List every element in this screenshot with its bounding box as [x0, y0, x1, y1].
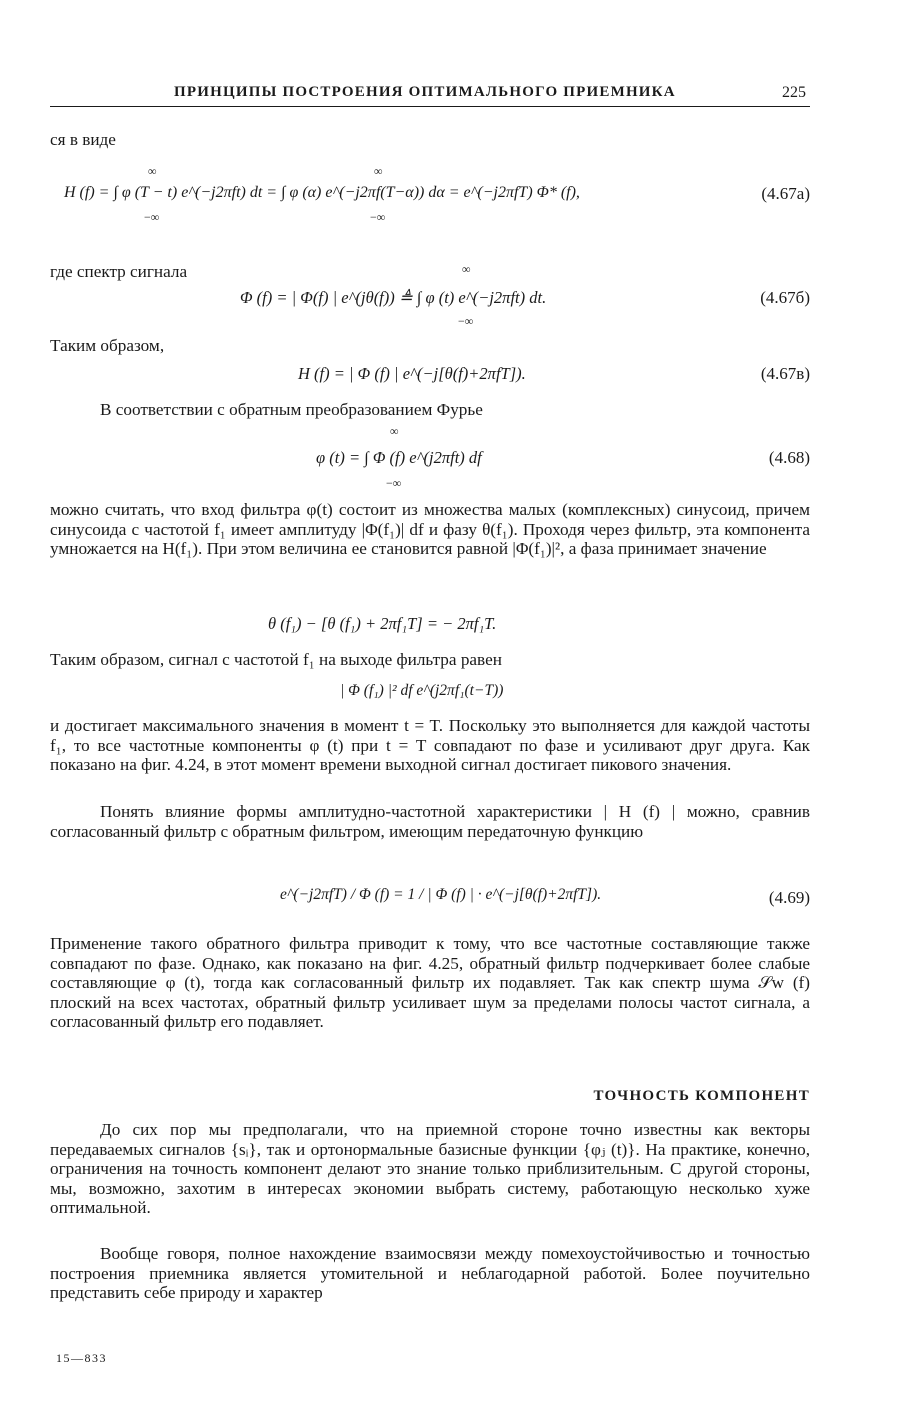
- paragraph-7: Понять влияние формы амплитудно-частотной характеристики | H (f) | можно, сравнив согласованный фильтр с обратным фильтром, имеющим передаточную функцию: [50, 802, 810, 841]
- running-header: [50, 84, 810, 107]
- lower-limit: −∞: [458, 314, 474, 328]
- paragraph-3: В соответствии с обратным преобразованием Фурье: [100, 400, 483, 419]
- equation-4-67b-text: Φ (f) = | Φ(f) | e^(jθ(f)) ≜ ∫ φ (t) e^(−j2πft) dt.: [240, 288, 547, 307]
- paragraph-1: где спектр сигнала: [50, 262, 188, 281]
- page-number: 225: [782, 84, 806, 101]
- upper-limit: ∞: [374, 164, 383, 178]
- lower-limit: −∞: [370, 210, 386, 224]
- paragraph-9: До сих пор мы предполагали, что на приемной стороне точно известны как векторы передаваемых сигналов {sᵢ}, так и ортонормальные базисные функции {φⱼ (t)}. На практике, конечно, ограничения на точность компонент делают это знание только приблизительным. С другой стороны, мы, возможно, захотим в интересах экономии выбрать систему, работающую несколько хуже оптимальной.: [50, 1120, 810, 1218]
- equation-4-67a: [64, 164, 724, 228]
- equation-output: | Φ (f₁) |² df e^(j2πf₁(t−T)): [340, 682, 504, 699]
- equation-4-67c: H (f) = | Φ (f) | e^(−j[θ(f)+2πfT]).: [298, 364, 526, 383]
- paragraph-4: можно считать, что вход фильтра φ(t) состоит из множества малых (комплексных) синусоид, причем синусоида с частотой f₁ имеет амплитуду |Φ(f₁)| df и фазу θ(f₁). Проходя через фильтр, эта компонента умножается на H(f₁). При этом величина ее становится равной |Φ(f₁)|², а фаза принимает значение: [50, 500, 810, 559]
- equation-theta: θ (f₁) − [θ (f₁) + 2πf₁T] = − 2πf₁T.: [268, 614, 497, 633]
- header-title: ПРИНЦИПЫ ПОСТРОЕНИЯ ОПТИМАЛЬНОГО ПРИЕМНИКА: [174, 84, 676, 100]
- paragraph-6: и достигает максимального значения в момент t = T. Поскольку это выполняется для каждой частоты f₁, то все частотные компоненты φ (t) при t = T совпадают по фазе и усиливают друг друга. Как показано на фиг. 4.24, в этот момент времени выходной сигнал достигает пикового значения.: [50, 716, 810, 775]
- paragraph-10: Вообще говоря, полное нахождение взаимосвязи между помехоустойчивостью и точностью построения приемника является утомительной и неблагодарной работой. Более поучительно представить себе природу и характер: [50, 1244, 810, 1303]
- equation-4-68-text: φ (t) = ∫ Φ (f) e^(j2πft) df: [316, 448, 482, 467]
- equation-4-67b: [240, 262, 660, 332]
- upper-limit: ∞: [462, 262, 471, 276]
- paragraph-8: Применение такого обратного фильтра приводит к тому, что все частотные составляющие также совпадают по фазе. Однако, как показано на фиг. 4.25, обратный фильтр подчеркивает более слабые составляющие φ (t), тогда как согласованный фильтр их подавляет. Так как спектр шума 𝒮w (f) плоский на всех частотах, обратный фильтр усиливает шум за пределами полосы частот сигнала, а согласованный фильтр его подавляет.: [50, 934, 810, 1032]
- paragraph-5: Таким образом, сигнал с частотой f₁ на выходе фильтра равен: [50, 650, 502, 669]
- equation-4-67a-text: H (f) = ∫ φ (T − t) e^(−j2πft) dt = ∫ φ (α) e^(−j2πf(T−α)) dα = e^(−j2πfT) Φ* (f),: [64, 184, 580, 201]
- upper-limit: ∞: [390, 424, 399, 438]
- equation-number-4-68: (4.68): [768, 448, 810, 467]
- lower-limit: −∞: [386, 476, 402, 490]
- equation-4-69: e^(−j2πfT) / Φ (f) = 1 / | Φ (f) | · e^(−j[θ(f)+2πfT]).: [280, 886, 602, 903]
- section-title: ТОЧНОСТЬ КОМПОНЕНТ: [593, 1088, 810, 1104]
- equation-number-4-67a: (4.67а): [761, 184, 810, 203]
- paragraph-2: Таким образом,: [50, 336, 165, 355]
- equation-number-4-67b: (4.67б): [760, 288, 810, 307]
- signature-mark: 15—833: [56, 1351, 107, 1365]
- equation-4-68: [316, 426, 616, 490]
- paragraph-0: ся в виде: [50, 130, 116, 149]
- lower-limit: −∞: [144, 210, 160, 224]
- equation-number-4-67c: (4.67в): [760, 364, 810, 383]
- equation-number-4-69: (4.69): [768, 888, 810, 907]
- upper-limit: ∞: [148, 164, 157, 178]
